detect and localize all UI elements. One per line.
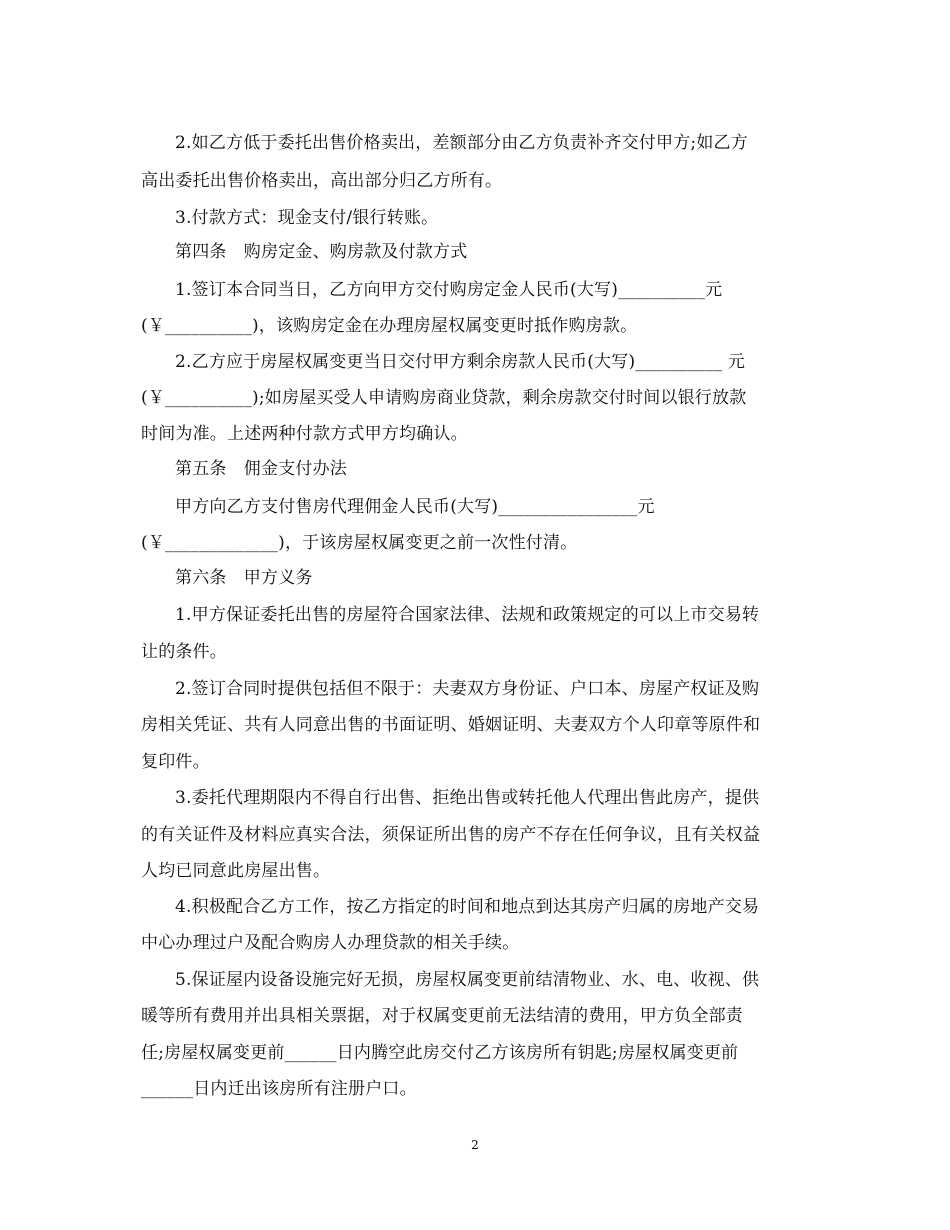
paragraph-line: 高出委托出售价格卖出，高出部分归乙方所有。 (141, 171, 503, 191)
section-heading: 第五条 佣金支付办法 (175, 459, 347, 479)
section-heading: 第六条 甲方义务 (175, 568, 313, 588)
paragraph-line: 人均已同意此房屋出售。 (141, 861, 331, 881)
section-heading: 第四条 购房定金、购房款及付款方式 (175, 242, 468, 262)
paragraph-line: 1.甲方保证委托出售的房屋符合国家法律、法规和政策规定的可以上市交易转 (175, 605, 760, 625)
paragraph-line: (￥__________)，该购房定金在办理房屋权属变更时抵作购房款。 (141, 316, 638, 336)
paragraph-line: 甲方向乙方支付售房代理佣金人民币(大写)________________元 (175, 497, 655, 517)
paragraph-line: ______日内迁出该房所有注册户口。 (141, 1079, 417, 1099)
paragraph-line: 的有关证件及材料应真实合法，须保证所出售的房产不存在任何争议，且有关权益 (141, 825, 761, 845)
paragraph-line: 中心办理过户及配合购房人办理贷款的相关手续。 (141, 933, 520, 953)
paragraph-line: (￥__________);如房屋买受人申请购房商业贷款，剩余房款交付时间以银行放款 (141, 388, 747, 408)
paragraph-line: 2.如乙方低于委托出售价格卖出，差额部分由乙方负责补齐交付甲方;如乙方 (175, 133, 748, 153)
paragraph-line: 让的条件。 (141, 642, 227, 662)
page-number: 2 (471, 1138, 479, 1152)
paragraph-line: 3.付款方式：现金支付/银行转账。 (175, 208, 439, 228)
paragraph-line: 任;房屋权属变更前______日内腾空此房交付乙方该房所有钥匙;房屋权属变更前 (141, 1043, 739, 1063)
paragraph-line: 1.签订本合同当日，乙方向甲方交付购房定金人民币(大写)__________元 (175, 280, 723, 300)
paragraph-line: (￥_____________)，于该房屋权属变更之前一次性付清。 (141, 533, 578, 553)
paragraph-line: 复印件。 (141, 752, 210, 772)
paragraph-line: 3.委托代理期限内不得自行出售、拒绝出售或转托他人代理出售此房产，提供 (175, 788, 760, 808)
paragraph-line: 时间为准。上述两种付款方式甲方均确认。 (141, 424, 468, 444)
paragraph-line: 2.乙方应于房屋权属变更当日交付甲方剩余房款人民币(大写)__________ 元 (175, 352, 746, 372)
paragraph-line: 4.积极配合乙方工作，按乙方指定的时间和地点到达其房产归属的房地产交易 (175, 897, 760, 917)
paragraph-line: 5.保证屋内设备设施完好无损，房屋权属变更前结清物业、水、电、收视、供 (175, 970, 760, 990)
paragraph-line: 房相关凭证、共有人同意出售的书面证明、婚姻证明、夫妻双方个人印章等原件和 (141, 715, 761, 735)
paragraph-line: 2.签订合同时提供包括但不限于：夫妻双方身份证、户口本、房屋产权证及购 (175, 679, 760, 699)
paragraph-line: 暖等所有费用并出具相关票据，对于权属变更前无法结清的费用，甲方负全部责 (141, 1006, 743, 1026)
